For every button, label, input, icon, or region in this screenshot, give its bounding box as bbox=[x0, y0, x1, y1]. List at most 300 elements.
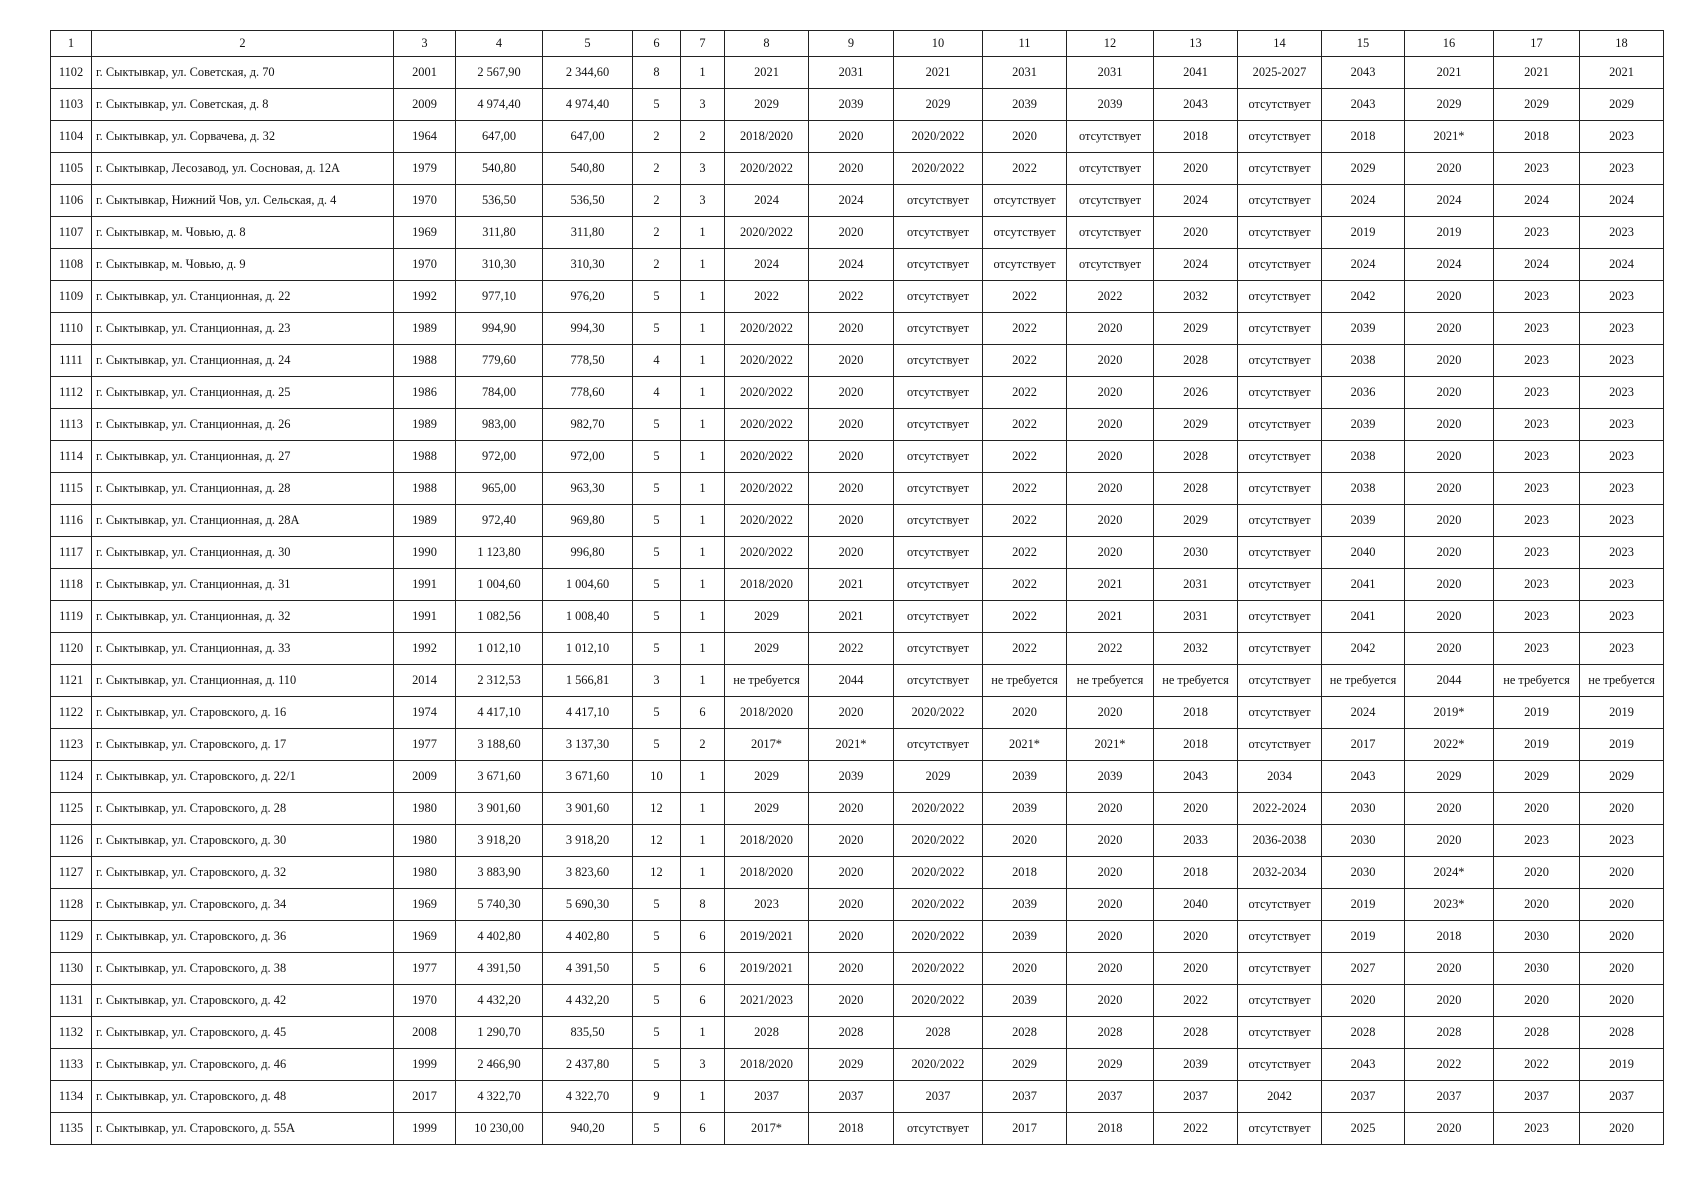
table-cell-col-4: 2 312,53 bbox=[456, 665, 543, 697]
table-cell-col-15: 2038 bbox=[1322, 345, 1405, 377]
table-cell-col-17: 2037 bbox=[1494, 1081, 1580, 1113]
table-cell-col-3: 2001 bbox=[394, 57, 456, 89]
table-cell-col-4: 2 466,90 bbox=[456, 1049, 543, 1081]
table-cell-col-14: 2034 bbox=[1238, 761, 1322, 793]
table-cell-col-16: 2021* bbox=[1405, 121, 1494, 153]
table-cell-col-5: 536,50 bbox=[543, 185, 633, 217]
table-cell-col-3: 1969 bbox=[394, 921, 456, 953]
table-cell-col-15: 2043 bbox=[1322, 761, 1405, 793]
table-cell-col-11: 2039 bbox=[983, 921, 1067, 953]
table-cell-col-15: 2027 bbox=[1322, 953, 1405, 985]
table-cell-col-8: 2018/2020 bbox=[725, 857, 809, 889]
table-cell-col-6: 5 bbox=[633, 505, 681, 537]
table-cell-col-16: 2020 bbox=[1405, 537, 1494, 569]
table-cell-col-16: 2037 bbox=[1405, 1081, 1494, 1113]
table-cell-col-14: отсутствует bbox=[1238, 889, 1322, 921]
table-cell-col-11: 2022 bbox=[983, 153, 1067, 185]
table-cell-col-10: отсутствует bbox=[894, 409, 983, 441]
table-cell-col-18: 2023 bbox=[1580, 313, 1664, 345]
table-cell-col-13: 2032 bbox=[1154, 633, 1238, 665]
table-cell-col-13: 2041 bbox=[1154, 57, 1238, 89]
table-cell-col-16: 2044 bbox=[1405, 665, 1494, 697]
table-cell-col-7: 1 bbox=[681, 761, 725, 793]
table-cell-col-3: 1999 bbox=[394, 1049, 456, 1081]
table-cell-col-14: 2042 bbox=[1238, 1081, 1322, 1113]
table-cell-col-17: 2020 bbox=[1494, 857, 1580, 889]
table-cell-col-12: 2020 bbox=[1067, 313, 1154, 345]
table-cell-col-17: 2030 bbox=[1494, 953, 1580, 985]
table-cell-col-5: 969,80 bbox=[543, 505, 633, 537]
table-cell-col-3: 1980 bbox=[394, 857, 456, 889]
table-cell-col-10: отсутствует bbox=[894, 313, 983, 345]
address-cell: г. Сыктывкар, ул. Станционная, д. 22 bbox=[92, 281, 394, 313]
table-cell-col-15: 2040 bbox=[1322, 537, 1405, 569]
address-cell: г. Сыктывкар, ул. Старовского, д. 46 bbox=[92, 1049, 394, 1081]
table-cell-col-18: 2020 bbox=[1580, 889, 1664, 921]
table-cell-col-16: 2020 bbox=[1405, 313, 1494, 345]
table-cell-col-6: 5 bbox=[633, 537, 681, 569]
table-cell-col-10: 2020/2022 bbox=[894, 153, 983, 185]
table-row bbox=[51, 1017, 1664, 1049]
table-cell-col-16: 2022* bbox=[1405, 729, 1494, 761]
table-row bbox=[51, 729, 1664, 761]
table-cell-col-13: 2020 bbox=[1154, 153, 1238, 185]
table-cell-col-16: 2023* bbox=[1405, 889, 1494, 921]
address-cell: г. Сыктывкар, ул. Станционная, д. 27 bbox=[92, 441, 394, 473]
table-cell-col-10: отсутствует bbox=[894, 185, 983, 217]
row-number-cell: 1114 bbox=[51, 441, 92, 473]
table-cell-col-11: 2022 bbox=[983, 473, 1067, 505]
address-cell: г. Сыктывкар, ул. Станционная, д. 24 bbox=[92, 345, 394, 377]
table-cell-col-10: отсутствует bbox=[894, 729, 983, 761]
table-cell-col-14: отсутствует bbox=[1238, 185, 1322, 217]
table-cell-col-4: 4 391,50 bbox=[456, 953, 543, 985]
address-cell: г. Сыктывкар, ул. Старовского, д. 42 bbox=[92, 985, 394, 1017]
row-number-cell: 1102 bbox=[51, 57, 92, 89]
table-cell-col-3: 1980 bbox=[394, 793, 456, 825]
table-row bbox=[51, 89, 1664, 121]
table-cell-col-6: 5 bbox=[633, 1113, 681, 1145]
table-cell-col-16: 2028 bbox=[1405, 1017, 1494, 1049]
table-cell-col-12: 2022 bbox=[1067, 281, 1154, 313]
table-cell-col-5: 835,50 bbox=[543, 1017, 633, 1049]
table-cell-col-18: 2023 bbox=[1580, 473, 1664, 505]
address-cell: г. Сыктывкар, ул. Старовского, д. 38 bbox=[92, 953, 394, 985]
table-row bbox=[51, 825, 1664, 857]
table-cell-col-18: 2023 bbox=[1580, 377, 1664, 409]
table-cell-col-6: 2 bbox=[633, 185, 681, 217]
row-number-cell: 1123 bbox=[51, 729, 92, 761]
table-cell-col-12: 2029 bbox=[1067, 1049, 1154, 1081]
table-cell-col-6: 5 bbox=[633, 569, 681, 601]
table-cell-col-4: 1 082,56 bbox=[456, 601, 543, 633]
table-cell-col-8: 2029 bbox=[725, 89, 809, 121]
table-cell-col-12: 2021* bbox=[1067, 729, 1154, 761]
table-cell-col-15: 2019 bbox=[1322, 889, 1405, 921]
table-cell-col-10: отсутствует bbox=[894, 377, 983, 409]
table-cell-col-13: 2020 bbox=[1154, 953, 1238, 985]
table-cell-col-8: 2020/2022 bbox=[725, 313, 809, 345]
table-cell-col-6: 4 bbox=[633, 345, 681, 377]
table-cell-col-4: 1 123,80 bbox=[456, 537, 543, 569]
table-cell-col-9: 2021* bbox=[809, 729, 894, 761]
table-cell-col-12: 2020 bbox=[1067, 793, 1154, 825]
table-cell-col-9: 2020 bbox=[809, 409, 894, 441]
column-number-14: 14 bbox=[1238, 31, 1322, 57]
table-cell-col-11: 2022 bbox=[983, 537, 1067, 569]
address-cell: г. Сыктывкар, Лесозавод, ул. Сосновая, д. 12А bbox=[92, 153, 394, 185]
table-cell-col-10: отсутствует bbox=[894, 601, 983, 633]
table-cell-col-10: отсутствует bbox=[894, 345, 983, 377]
row-number-cell: 1125 bbox=[51, 793, 92, 825]
row-number-cell: 1115 bbox=[51, 473, 92, 505]
table-cell-col-4: 4 417,10 bbox=[456, 697, 543, 729]
table-cell-col-12: 2020 bbox=[1067, 985, 1154, 1017]
table-cell-col-12: отсутствует bbox=[1067, 153, 1154, 185]
table-cell-col-14: отсутствует bbox=[1238, 409, 1322, 441]
table-cell-col-11: отсутствует bbox=[983, 217, 1067, 249]
table-cell-col-8: 2019/2021 bbox=[725, 921, 809, 953]
row-number-cell: 1126 bbox=[51, 825, 92, 857]
table-cell-col-8: 2020/2022 bbox=[725, 537, 809, 569]
table-cell-col-9: 2020 bbox=[809, 921, 894, 953]
table-cell-col-17: 2023 bbox=[1494, 281, 1580, 313]
table-row bbox=[51, 857, 1664, 889]
table-cell-col-12: 2020 bbox=[1067, 505, 1154, 537]
table-cell-col-13: 2031 bbox=[1154, 601, 1238, 633]
table-cell-col-17: не требуется bbox=[1494, 665, 1580, 697]
table-cell-col-18: 2019 bbox=[1580, 1049, 1664, 1081]
table-cell-col-9: 2037 bbox=[809, 1081, 894, 1113]
table-cell-col-16: 2020 bbox=[1405, 505, 1494, 537]
table-cell-col-6: 3 bbox=[633, 665, 681, 697]
table-cell-col-3: 1988 bbox=[394, 441, 456, 473]
table-cell-col-6: 9 bbox=[633, 1081, 681, 1113]
table-cell-col-14: отсутствует bbox=[1238, 249, 1322, 281]
table-cell-col-11: 2022 bbox=[983, 601, 1067, 633]
table-cell-col-4: 784,00 bbox=[456, 377, 543, 409]
housing-repair-schedule-table bbox=[50, 30, 1664, 1145]
row-number-cell: 1122 bbox=[51, 697, 92, 729]
table-cell-col-9: 2020 bbox=[809, 441, 894, 473]
table-cell-col-14: отсутствует bbox=[1238, 921, 1322, 953]
table-cell-col-6: 5 bbox=[633, 473, 681, 505]
table-cell-col-5: 982,70 bbox=[543, 409, 633, 441]
table-cell-col-3: 1980 bbox=[394, 825, 456, 857]
table-cell-col-15: 2038 bbox=[1322, 441, 1405, 473]
table-cell-col-4: 972,00 bbox=[456, 441, 543, 473]
table-cell-col-12: 2031 bbox=[1067, 57, 1154, 89]
table-cell-col-5: 1 008,40 bbox=[543, 601, 633, 633]
table-cell-col-5: 3 918,20 bbox=[543, 825, 633, 857]
table-cell-col-8: 2020/2022 bbox=[725, 217, 809, 249]
table-row bbox=[51, 313, 1664, 345]
table-cell-col-3: 1988 bbox=[394, 345, 456, 377]
table-cell-col-14: отсутствует bbox=[1238, 1017, 1322, 1049]
table-cell-col-13: 2028 bbox=[1154, 441, 1238, 473]
table-cell-col-4: 5 740,30 bbox=[456, 889, 543, 921]
table-cell-col-4: 1 290,70 bbox=[456, 1017, 543, 1049]
table-cell-col-15: 2038 bbox=[1322, 473, 1405, 505]
table-cell-col-7: 1 bbox=[681, 1017, 725, 1049]
table-cell-col-3: 1989 bbox=[394, 409, 456, 441]
table-cell-col-7: 6 bbox=[681, 697, 725, 729]
table-cell-col-3: 2017 bbox=[394, 1081, 456, 1113]
table-cell-col-17: 2023 bbox=[1494, 505, 1580, 537]
table-cell-col-15: 2042 bbox=[1322, 633, 1405, 665]
table-cell-col-5: 4 417,10 bbox=[543, 697, 633, 729]
table-cell-col-11: 2031 bbox=[983, 57, 1067, 89]
table-cell-col-16: 2020 bbox=[1405, 345, 1494, 377]
table-cell-col-9: 2020 bbox=[809, 313, 894, 345]
table-cell-col-13: 2033 bbox=[1154, 825, 1238, 857]
table-cell-col-12: 2018 bbox=[1067, 1113, 1154, 1145]
table-cell-col-7: 1 bbox=[681, 249, 725, 281]
table-cell-col-5: 940,20 bbox=[543, 1113, 633, 1145]
table-cell-col-18: 2023 bbox=[1580, 537, 1664, 569]
table-cell-col-17: 2020 bbox=[1494, 793, 1580, 825]
table-cell-col-4: 3 188,60 bbox=[456, 729, 543, 761]
row-number-cell: 1124 bbox=[51, 761, 92, 793]
row-number-cell: 1108 bbox=[51, 249, 92, 281]
table-cell-col-8: 2029 bbox=[725, 761, 809, 793]
table-cell-col-11: 2029 bbox=[983, 1049, 1067, 1081]
table-cell-col-11: не требуется bbox=[983, 665, 1067, 697]
table-cell-col-11: 2022 bbox=[983, 505, 1067, 537]
address-cell: г. Сыктывкар, ул. Старовского, д. 48 bbox=[92, 1081, 394, 1113]
table-cell-col-6: 4 bbox=[633, 377, 681, 409]
table-cell-col-11: отсутствует bbox=[983, 249, 1067, 281]
address-cell: г. Сыктывкар, ул. Станционная, д. 30 bbox=[92, 537, 394, 569]
address-cell: г. Сыктывкар, ул. Старовского, д. 34 bbox=[92, 889, 394, 921]
table-cell-col-9: 2022 bbox=[809, 281, 894, 313]
table-cell-col-5: 4 391,50 bbox=[543, 953, 633, 985]
table-cell-col-12: 2039 bbox=[1067, 89, 1154, 121]
table-cell-col-7: 1 bbox=[681, 441, 725, 473]
table-cell-col-17: 2023 bbox=[1494, 1113, 1580, 1145]
table-cell-col-12: 2020 bbox=[1067, 537, 1154, 569]
table-cell-col-6: 2 bbox=[633, 121, 681, 153]
table-row bbox=[51, 57, 1664, 89]
table-cell-col-18: 2024 bbox=[1580, 249, 1664, 281]
table-cell-col-6: 5 bbox=[633, 921, 681, 953]
table-cell-col-18: 2023 bbox=[1580, 345, 1664, 377]
table-cell-col-15: 2043 bbox=[1322, 89, 1405, 121]
table-cell-col-14: отсутствует bbox=[1238, 217, 1322, 249]
row-number-cell: 1113 bbox=[51, 409, 92, 441]
table-cell-col-7: 1 bbox=[681, 633, 725, 665]
table-cell-col-7: 1 bbox=[681, 217, 725, 249]
table-cell-col-17: 2024 bbox=[1494, 249, 1580, 281]
table-cell-col-17: 2019 bbox=[1494, 697, 1580, 729]
table-cell-col-8: 2022 bbox=[725, 281, 809, 313]
table-cell-col-11: 2039 bbox=[983, 793, 1067, 825]
table-cell-col-10: 2020/2022 bbox=[894, 889, 983, 921]
table-cell-col-3: 1969 bbox=[394, 217, 456, 249]
table-cell-col-15: 2020 bbox=[1322, 985, 1405, 1017]
table-cell-col-6: 2 bbox=[633, 217, 681, 249]
table-cell-col-9: 2031 bbox=[809, 57, 894, 89]
table-cell-col-15: 2041 bbox=[1322, 569, 1405, 601]
table-cell-col-5: 1 012,10 bbox=[543, 633, 633, 665]
table-row bbox=[51, 1049, 1664, 1081]
table-cell-col-13: 2018 bbox=[1154, 121, 1238, 153]
table-cell-col-17: 2020 bbox=[1494, 889, 1580, 921]
row-number-cell: 1118 bbox=[51, 569, 92, 601]
table-cell-col-15: 2039 bbox=[1322, 313, 1405, 345]
table-cell-col-13: 2043 bbox=[1154, 89, 1238, 121]
row-number-cell: 1134 bbox=[51, 1081, 92, 1113]
table-cell-col-12: отсутствует bbox=[1067, 217, 1154, 249]
table-cell-col-15: 2024 bbox=[1322, 697, 1405, 729]
table-cell-col-14: 2022-2024 bbox=[1238, 793, 1322, 825]
row-number-cell: 1119 bbox=[51, 601, 92, 633]
table-cell-col-9: 2024 bbox=[809, 249, 894, 281]
table-cell-col-6: 5 bbox=[633, 889, 681, 921]
table-cell-col-6: 12 bbox=[633, 857, 681, 889]
table-row bbox=[51, 1081, 1664, 1113]
table-cell-col-13: 2043 bbox=[1154, 761, 1238, 793]
table-cell-col-17: 2023 bbox=[1494, 313, 1580, 345]
table-cell-col-3: 1974 bbox=[394, 697, 456, 729]
row-number-cell: 1105 bbox=[51, 153, 92, 185]
table-row bbox=[51, 921, 1664, 953]
table-cell-col-11: 2022 bbox=[983, 569, 1067, 601]
table-cell-col-12: 2020 bbox=[1067, 377, 1154, 409]
table-row bbox=[51, 121, 1664, 153]
table-row bbox=[51, 697, 1664, 729]
table-cell-col-17: 2023 bbox=[1494, 441, 1580, 473]
table-cell-col-7: 1 bbox=[681, 569, 725, 601]
column-number-11: 11 bbox=[983, 31, 1067, 57]
table-cell-col-12: 2028 bbox=[1067, 1017, 1154, 1049]
table-row bbox=[51, 537, 1664, 569]
row-number-cell: 1116 bbox=[51, 505, 92, 537]
table-cell-col-11: 2022 bbox=[983, 441, 1067, 473]
address-cell: г. Сыктывкар, ул. Станционная, д. 33 bbox=[92, 633, 394, 665]
address-cell: г. Сыктывкар, ул. Станционная, д. 31 bbox=[92, 569, 394, 601]
table-cell-col-4: 4 432,20 bbox=[456, 985, 543, 1017]
table-cell-col-3: 1991 bbox=[394, 601, 456, 633]
table-row bbox=[51, 761, 1664, 793]
table-cell-col-12: не требуется bbox=[1067, 665, 1154, 697]
table-cell-col-9: 2020 bbox=[809, 697, 894, 729]
table-cell-col-16: 2020 bbox=[1405, 281, 1494, 313]
table-cell-col-3: 1977 bbox=[394, 953, 456, 985]
table-cell-col-18: 2023 bbox=[1580, 569, 1664, 601]
table-cell-col-10: отсутствует bbox=[894, 537, 983, 569]
table-cell-col-4: 10 230,00 bbox=[456, 1113, 543, 1145]
table-cell-col-3: 1988 bbox=[394, 473, 456, 505]
table-cell-col-7: 1 bbox=[681, 377, 725, 409]
row-number-cell: 1129 bbox=[51, 921, 92, 953]
table-cell-col-11: 2022 bbox=[983, 633, 1067, 665]
table-cell-col-4: 965,00 bbox=[456, 473, 543, 505]
table-cell-col-10: отсутствует bbox=[894, 441, 983, 473]
table-cell-col-11: 2017 bbox=[983, 1113, 1067, 1145]
table-cell-col-11: 2022 bbox=[983, 281, 1067, 313]
table-cell-col-16: 2020 bbox=[1405, 1113, 1494, 1145]
table-cell-col-8: 2020/2022 bbox=[725, 409, 809, 441]
row-number-cell: 1111 bbox=[51, 345, 92, 377]
table-cell-col-4: 1 004,60 bbox=[456, 569, 543, 601]
table-cell-col-14: отсутствует bbox=[1238, 985, 1322, 1017]
table-cell-col-17: 2023 bbox=[1494, 409, 1580, 441]
table-cell-col-10: 2028 bbox=[894, 1017, 983, 1049]
table-cell-col-17: 2023 bbox=[1494, 473, 1580, 505]
table-cell-col-3: 1986 bbox=[394, 377, 456, 409]
table-cell-col-10: 2020/2022 bbox=[894, 921, 983, 953]
table-cell-col-16: 2020 bbox=[1405, 825, 1494, 857]
table-cell-col-12: 2020 bbox=[1067, 473, 1154, 505]
table-cell-col-17: 2023 bbox=[1494, 825, 1580, 857]
table-cell-col-8: 2018/2020 bbox=[725, 569, 809, 601]
table-cell-col-7: 1 bbox=[681, 537, 725, 569]
table-cell-col-10: 2020/2022 bbox=[894, 825, 983, 857]
table-cell-col-3: 1970 bbox=[394, 185, 456, 217]
address-cell: г. Сыктывкар, ул. Старовского, д. 22/1 bbox=[92, 761, 394, 793]
table-cell-col-5: 972,00 bbox=[543, 441, 633, 473]
table-cell-col-18: 2037 bbox=[1580, 1081, 1664, 1113]
table-cell-col-6: 12 bbox=[633, 793, 681, 825]
table-cell-col-15: 2030 bbox=[1322, 793, 1405, 825]
table-cell-col-18: 2029 bbox=[1580, 761, 1664, 793]
table-cell-col-9: 2021 bbox=[809, 569, 894, 601]
table-cell-col-10: отсутствует bbox=[894, 665, 983, 697]
table-cell-col-16: 2020 bbox=[1405, 569, 1494, 601]
address-cell: г. Сыктывкар, ул. Старовского, д. 36 bbox=[92, 921, 394, 953]
table-cell-col-10: 2037 bbox=[894, 1081, 983, 1113]
table-cell-col-10: 2029 bbox=[894, 761, 983, 793]
table-cell-col-7: 1 bbox=[681, 281, 725, 313]
table-cell-col-13: 2028 bbox=[1154, 1017, 1238, 1049]
table-cell-col-18: 2023 bbox=[1580, 825, 1664, 857]
table-cell-col-7: 3 bbox=[681, 1049, 725, 1081]
table-cell-col-18: 2021 bbox=[1580, 57, 1664, 89]
table-cell-col-3: 1979 bbox=[394, 153, 456, 185]
table-cell-col-6: 5 bbox=[633, 1017, 681, 1049]
table-row bbox=[51, 217, 1664, 249]
table-cell-col-14: отсутствует bbox=[1238, 505, 1322, 537]
table-cell-col-5: 310,30 bbox=[543, 249, 633, 281]
row-number-cell: 1112 bbox=[51, 377, 92, 409]
table-cell-col-5: 778,50 bbox=[543, 345, 633, 377]
table-cell-col-4: 972,40 bbox=[456, 505, 543, 537]
table-cell-col-17: 2023 bbox=[1494, 569, 1580, 601]
table-cell-col-8: 2018/2020 bbox=[725, 825, 809, 857]
address-cell: г. Сыктывкар, ул. Станционная, д. 28А bbox=[92, 505, 394, 537]
table-cell-col-13: не требуется bbox=[1154, 665, 1238, 697]
table-cell-col-14: 2025-2027 bbox=[1238, 57, 1322, 89]
table-cell-col-9: 2039 bbox=[809, 761, 894, 793]
table-cell-col-3: 2009 bbox=[394, 89, 456, 121]
address-cell: г. Сыктывкар, ул. Старовского, д. 32 bbox=[92, 857, 394, 889]
table-cell-col-11: 2039 bbox=[983, 761, 1067, 793]
table-cell-col-9: 2022 bbox=[809, 633, 894, 665]
table-cell-col-4: 994,90 bbox=[456, 313, 543, 345]
table-cell-col-18: 2023 bbox=[1580, 601, 1664, 633]
table-cell-col-11: 2037 bbox=[983, 1081, 1067, 1113]
table-cell-col-13: 2024 bbox=[1154, 185, 1238, 217]
table-cell-col-17: 2029 bbox=[1494, 89, 1580, 121]
table-cell-col-18: 2020 bbox=[1580, 953, 1664, 985]
table-cell-col-18: 2028 bbox=[1580, 1017, 1664, 1049]
table-cell-col-5: 963,30 bbox=[543, 473, 633, 505]
table-cell-col-12: 2021 bbox=[1067, 569, 1154, 601]
table-cell-col-13: 2029 bbox=[1154, 409, 1238, 441]
table-cell-col-4: 779,60 bbox=[456, 345, 543, 377]
table-cell-col-12: отсутствует bbox=[1067, 249, 1154, 281]
